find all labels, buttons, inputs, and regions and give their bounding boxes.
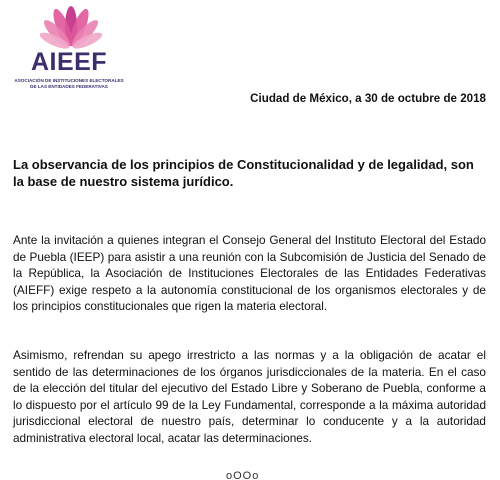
paragraph-1: Ante la invitación a quienes integran el Consejo General del Instituto Electoral del Estado de Puebla (IEEP) para asistir a una reunión con la Subcomisión de Justicia del Senado de la República, la Asociación de Instituciones Electorales de las Entidades Federativas (AIEFF) exige respeto a la autonomía constitucional de los organismos electorales y de los principios constitucionales que rigen la materia electoral. <box>13 233 486 314</box>
logo-subtitle-line2: DE LAS ENTIDADES FEDERATIVAS <box>30 84 108 89</box>
footer-fragment: oOOo <box>226 470 260 480</box>
flower-logo-icon <box>32 4 110 50</box>
date-line: Ciudad de México, a 30 de octubre de 2018 <box>250 92 486 105</box>
paragraph-2: Asimismo, refrendan su apego irrestricto a las normas y a la obligación de acatar el sentido de las determinaciones de los órganos jurisdiccionales de la materia. En el caso de la elección del titular del ejecutivo del Estado Libre y Soberano de Puebla, conforme a lo dispuesto por el artículo 99 de la Ley Fundamental, corresponde a la máxima autoridad jurisdiccional electoral de nuestro país, determinar lo conducente y a la autoridad administrativa electoral local, acatar las determinaciones. <box>13 348 486 445</box>
aieef-logo <box>14 4 124 96</box>
logo-subtitle-line1: ASOCIACIÓN DE INSTITUCIONES ELECTORALES <box>14 78 124 83</box>
document-headline: La observancia de los principios de Constitucionalidad y de legalidad, son la base de nuestro sistema jurídico. <box>13 157 474 189</box>
logo-wordmark: AIEEF <box>30 48 108 76</box>
logo-subtitle <box>14 78 124 90</box>
